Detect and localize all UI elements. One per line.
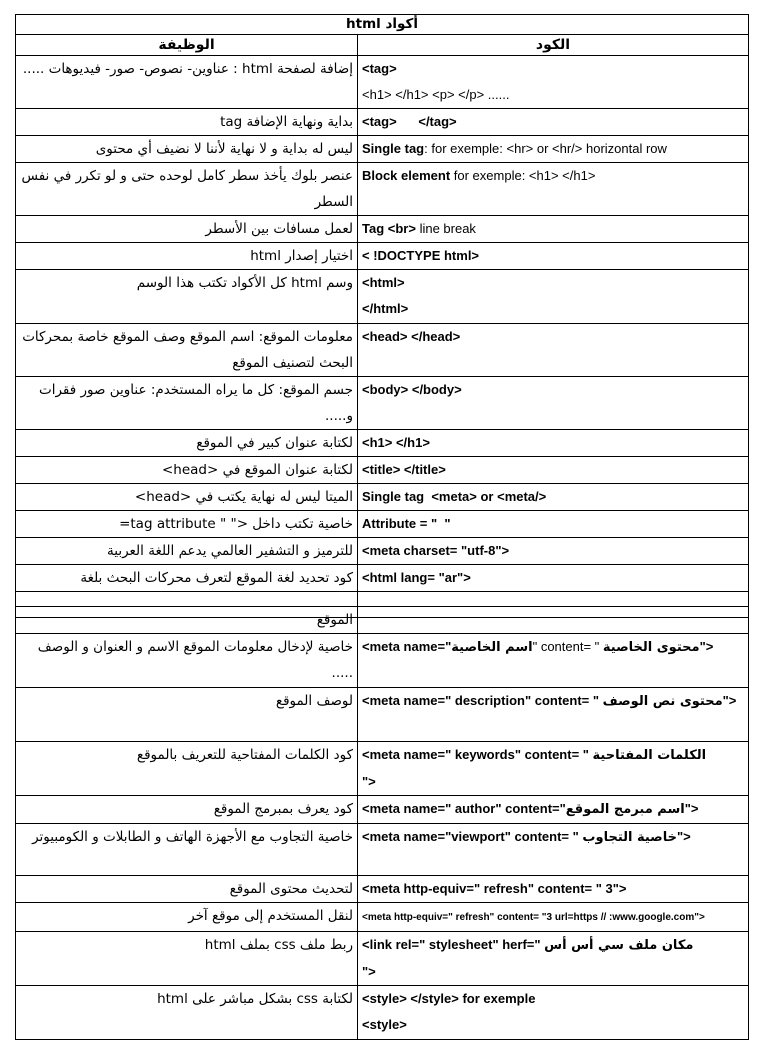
- table-row-function: ليس له بداية و لا نهاية لأننا لا نضيف أي محتوى: [16, 136, 358, 163]
- table-row-function: إضافة لصفحة html : عناوين- نصوص- صور- فيديوهات .....: [16, 56, 358, 109]
- code-arabic: محتوى نص الوصف: [602, 694, 723, 709]
- code-bold: <title> </title>: [362, 462, 446, 477]
- table-title: أكواد html: [16, 15, 749, 35]
- code-arabic: مكان ملف سي أس أس: [544, 938, 694, 953]
- code-part: ">: [699, 639, 714, 654]
- code-part: ">: [684, 801, 699, 816]
- code-arabic: خاصية التجاوب: [582, 830, 677, 845]
- table-row-code: [358, 457, 749, 484]
- code-part: <style> </style> for exemple: [362, 991, 536, 1006]
- table-row-code: [358, 565, 749, 592]
- table-row-code: [358, 109, 749, 136]
- table-row-function: كود الكلمات المفتاحية للتعريف بالموقع: [16, 742, 358, 796]
- column-header-function: الوظيفة: [16, 35, 358, 56]
- table-row-function: كود يعرف بمبرمج الموقع: [16, 796, 358, 824]
- code-part: <meta name=" author" content=": [362, 801, 566, 816]
- table-row-code: [358, 243, 749, 270]
- table-row-code: [358, 430, 749, 457]
- code-part: <meta name=": [362, 639, 452, 654]
- code-bold: <html lang= "ar">: [362, 570, 471, 585]
- table-row-code: [358, 56, 749, 109]
- code-part: <meta http-equiv=" refresh" content= " 3">: [362, 881, 627, 896]
- table-row-function: لعمل مسافات بين الأسطر: [16, 216, 358, 243]
- code-bold: Attribute = " ": [362, 516, 451, 531]
- table-row-function: لكتابة عنوان الموقع في <head>: [16, 457, 358, 484]
- table-row-function: ربط ملف css بملف html: [16, 932, 358, 986]
- code-rest: : for exemple: <hr> or <hr/> horizontal row: [424, 141, 667, 156]
- table-row-function: وسم html كل الأكواد تكتب هذا الوسم: [16, 270, 358, 324]
- table-row-code: [358, 742, 749, 796]
- code-rest: for exemple: <h1> </h1>: [450, 168, 596, 183]
- table-row-function: خاصية تكتب داخل <" " tag attribute=: [16, 511, 358, 538]
- table-row-function: لكتابة css بشكل مباشر على html: [16, 986, 358, 1040]
- code-bold: Tag <br>: [362, 221, 416, 236]
- code-bold: <tag> </tag>: [362, 114, 457, 129]
- meta-codes-table: [15, 606, 749, 1040]
- code-part: ">: [362, 774, 376, 789]
- table-row-function: عنصر بلوك يأخذ سطر كامل لوحده حتى و لو تكرر في نفس السطر: [16, 163, 358, 216]
- table-row-function: جسم الموقع: كل ما يراه المستخدم: عناوين صور فقرات و.....: [16, 377, 358, 430]
- table-row-function: كود تحديد لغة الموقع لتعرف محركات البحث بلغة: [16, 565, 358, 592]
- code-part: <link rel=" stylesheet" herf=": [362, 937, 545, 952]
- table-row-code: [358, 688, 749, 742]
- table-row-code: [358, 163, 749, 216]
- table-row-code: [358, 216, 749, 243]
- table-row-code: [358, 270, 749, 324]
- code-arabic: اسم الخاصية: [451, 640, 533, 655]
- code-part: ">: [677, 829, 691, 844]
- table-row-function: لتحديث محتوى الموقع: [16, 876, 358, 903]
- code-bold: Single tag: [362, 141, 425, 156]
- table-row-code: [358, 876, 749, 903]
- code-part: <style>: [362, 1017, 407, 1032]
- table-row-code: [358, 484, 749, 511]
- code-bold: <html>: [362, 275, 405, 290]
- table-row-function: لوصف الموقع: [16, 688, 358, 742]
- table-row-code: [358, 377, 749, 430]
- code-bold: <head> </head>: [362, 329, 461, 344]
- code-bold: <tag>: [362, 61, 397, 76]
- table-row-code: [358, 324, 749, 377]
- code-part: <meta name=" keywords" content= ": [362, 747, 593, 762]
- table-row-code: [358, 986, 749, 1040]
- code-bold: Block element: [362, 168, 451, 183]
- table-row-function: بداية ونهاية الإضافة tag: [16, 109, 358, 136]
- table-row-function: معلومات الموقع: اسم الموقع وصف الموقع خاصة بمحركات البحث لتصنيف الموقع: [16, 324, 358, 377]
- table-row-code: [358, 824, 749, 876]
- code-line2: </html>: [362, 301, 409, 316]
- code-bold: Single tag <meta> or <meta/>: [362, 489, 547, 504]
- table-row-function: الميتا ليس له نهاية يكتب في <head>: [16, 484, 358, 511]
- table-row-function: لكتابة عنوان كبير في الموقع: [16, 430, 358, 457]
- code-bold: <meta charset= "utf-8">: [362, 543, 510, 558]
- table-row-function: خاصية التجاوب مع الأجهزة الهاتف و الطابلات و الكومبيوتر: [16, 824, 358, 876]
- table-row-code: [358, 136, 749, 163]
- code-part: <meta name=" description" content= ": [362, 693, 603, 708]
- code-bold: < !DOCTYPE html>: [362, 248, 480, 263]
- table-row-function: اختيار إصدار html: [16, 243, 358, 270]
- code-part: <meta name="viewport" content= ": [362, 829, 583, 844]
- table-row-code: [358, 511, 749, 538]
- table-row-code: [358, 634, 749, 688]
- code-arabic: الكلمات المفتاحية: [592, 748, 707, 763]
- table-row-code: [358, 903, 749, 932]
- code-arabic: اسم مبرمج الموقع: [565, 802, 685, 817]
- table-row-code: [358, 932, 749, 986]
- code-rest: line break: [415, 221, 476, 236]
- table-row-code: [358, 607, 749, 634]
- code-part: <meta http-equiv=" refresh" content= "3 url=https // :www.google.com">: [362, 912, 705, 923]
- column-header-code: الكود: [358, 35, 749, 56]
- table-row-code: [358, 538, 749, 565]
- code-bold: <h1> </h1>: [362, 435, 430, 450]
- table-row-function: لنقل المستخدم إلى موقع آخر: [16, 903, 358, 932]
- table-row-function: للترميز و التشفير العالمي يدعم اللغة العربية: [16, 538, 358, 565]
- code-line2: <h1> </h1> <p> </p> ......: [362, 87, 510, 102]
- code-bold: <body> </body>: [362, 382, 462, 397]
- table-row-code: [358, 796, 749, 824]
- html-codes-table: [15, 14, 749, 618]
- table-row-function: الموقع: [16, 607, 358, 634]
- code-part: " content= ": [532, 639, 603, 654]
- code-part: ">: [722, 693, 737, 708]
- code-part: ">: [362, 964, 376, 979]
- table-row-function: خاصية لإدخال معلومات الموقع الاسم و العنوان و الوصف .....: [16, 634, 358, 688]
- code-arabic: محتوى الخاصية: [602, 640, 700, 655]
